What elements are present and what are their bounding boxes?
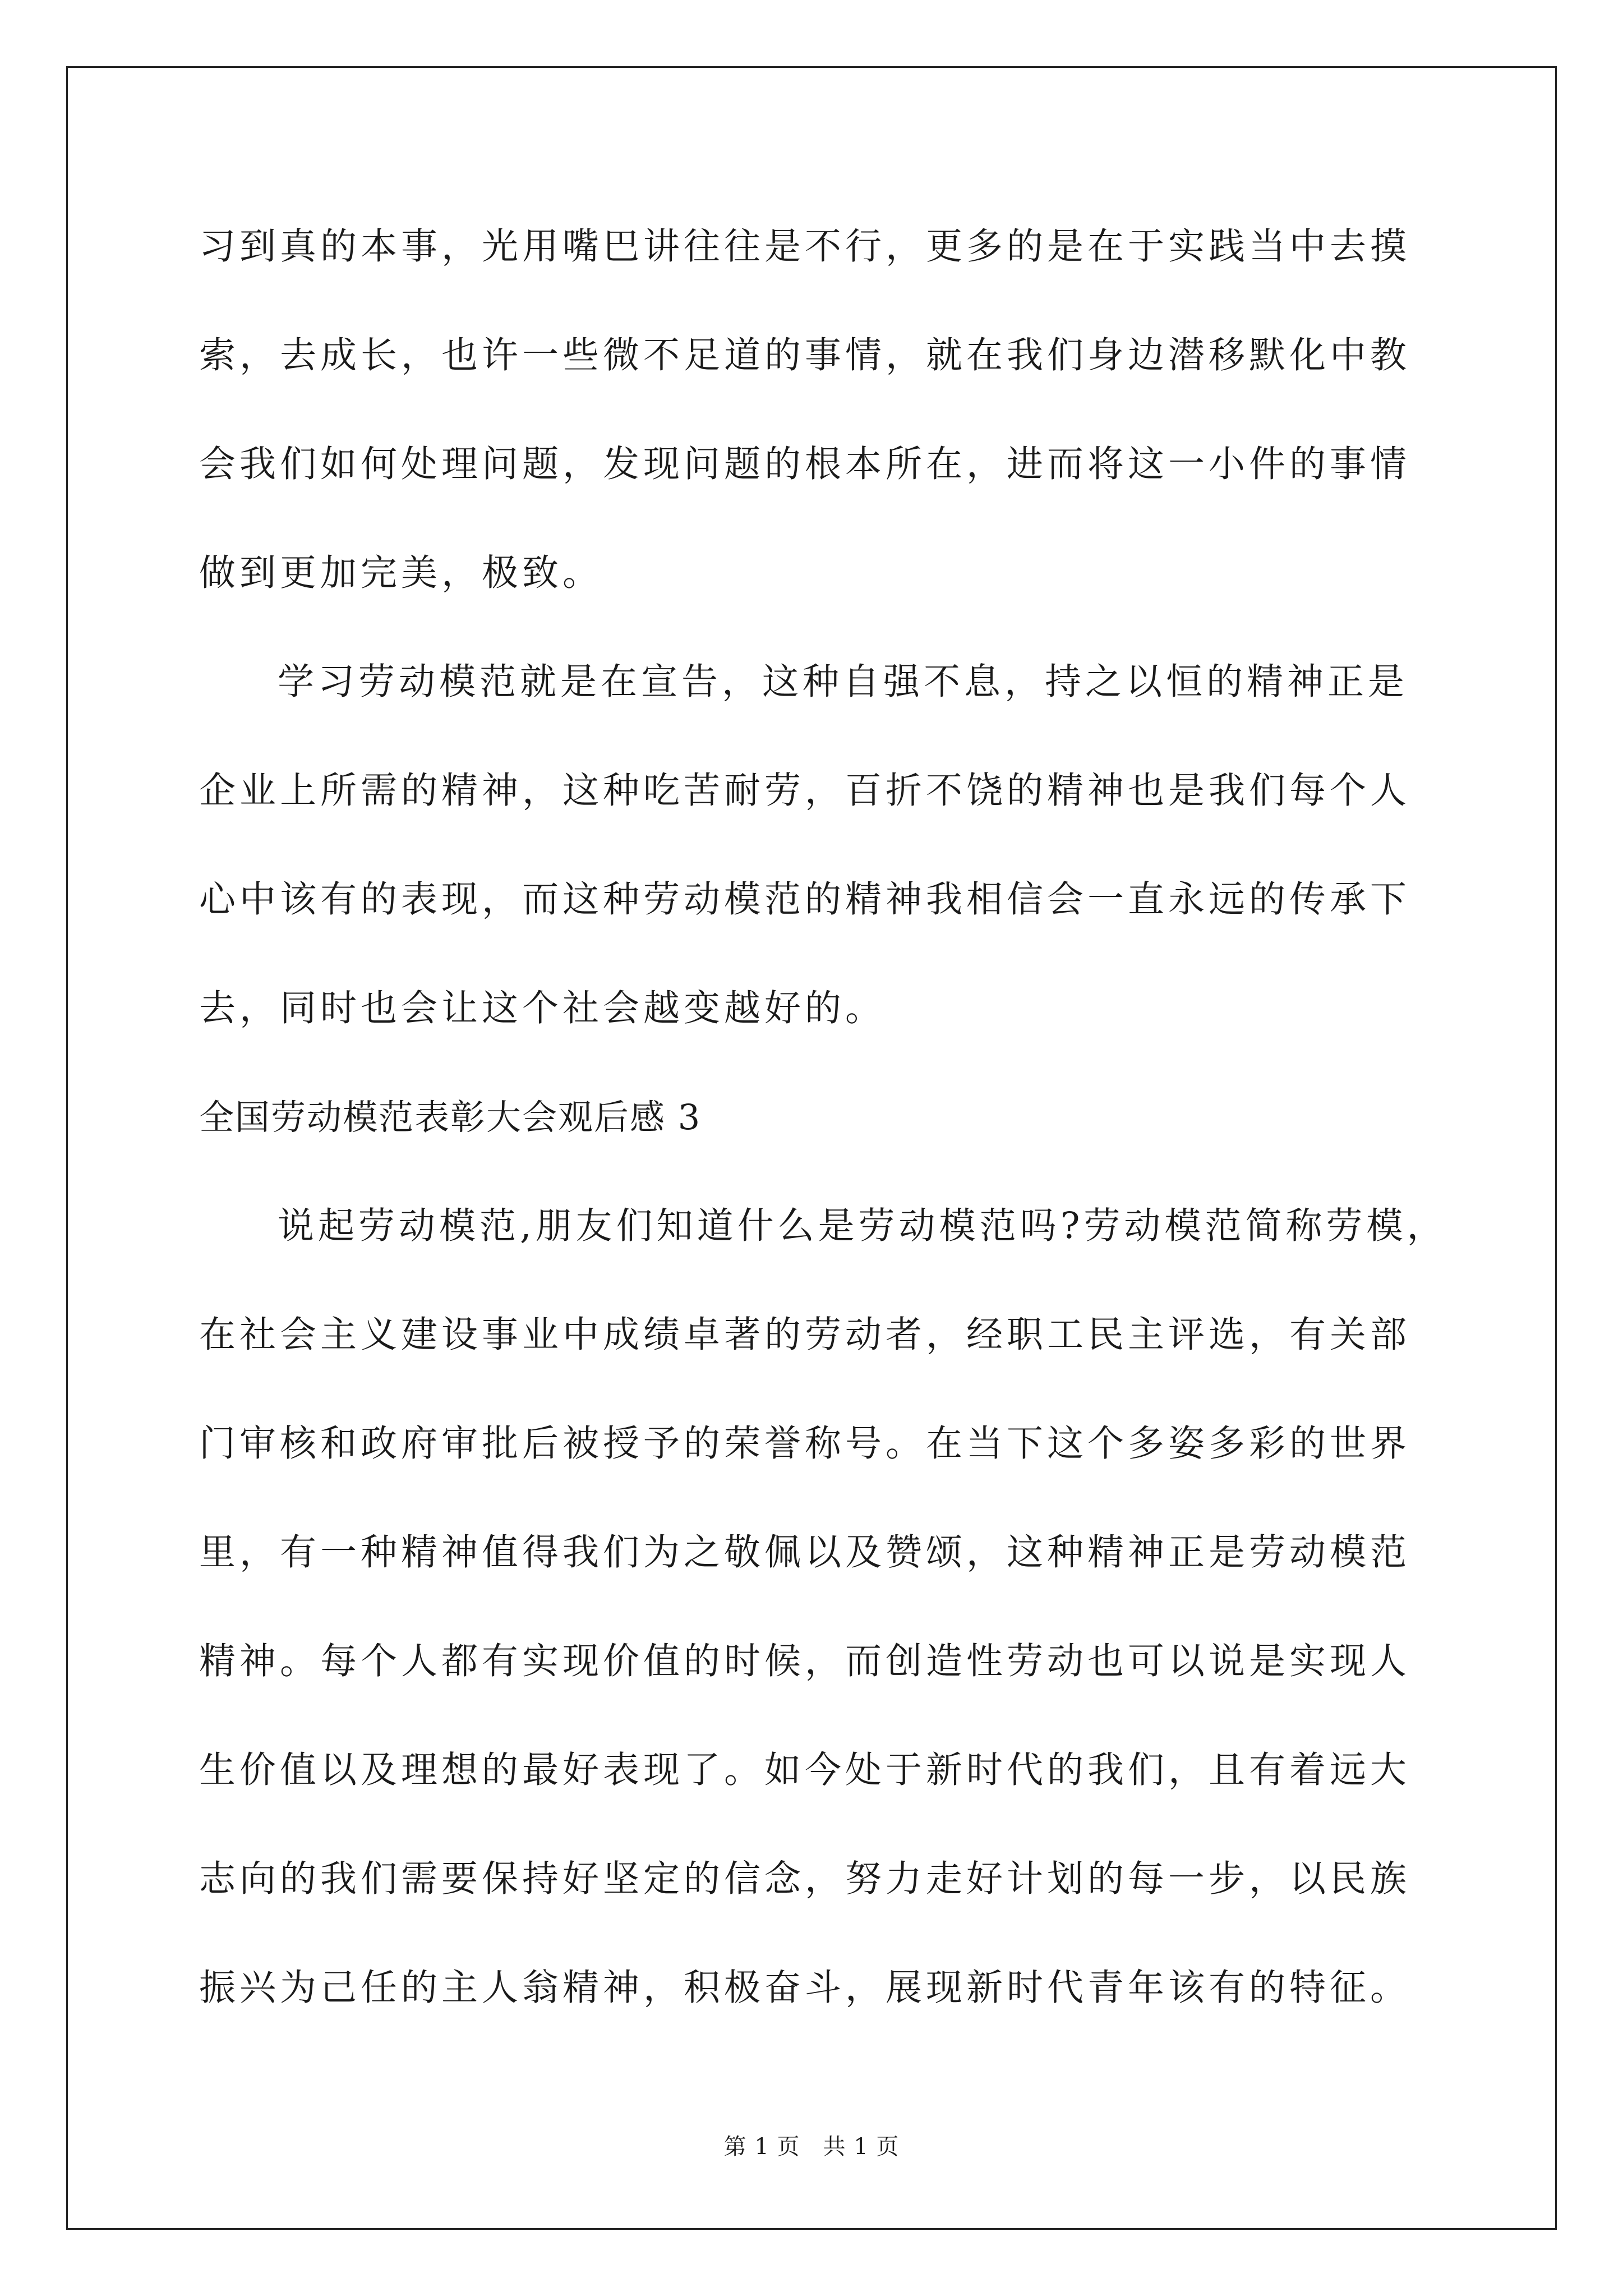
document-body xyxy=(199,219,1447,2069)
text-line: 精神。每个人都有实现价值的时候，而创造性劳动也可以说是实现人 xyxy=(199,1640,1411,1682)
section-heading: 全国劳动模范表彰大会观后感 3 xyxy=(199,1097,702,1138)
text-line: 振兴为己任的主人翁精神，积极奋斗，展现新时代青年该有的特征。 xyxy=(199,1967,1411,2009)
text-line: 里，有一种精神值得我们为之敬佩以及赞颂，这种精神正是劳动模范 xyxy=(199,1531,1411,1573)
text-line: 索，去成长，也许一些微不足道的事情，就在我们身边潜移默化中教 xyxy=(199,334,1411,376)
text-line: 学习劳动模范就是在宣告，这种自强不息，持之以恒的精神正是 xyxy=(278,661,1409,703)
text-line: 心中该有的表现，而这种劳动模范的精神我相信会一直永远的传承下 xyxy=(199,878,1411,921)
text-line: 做到更加完美，极致。 xyxy=(199,552,603,594)
text-line: 企业上所需的精神，这种吃苦耐劳，百折不饶的精神也是我们每个人 xyxy=(199,770,1411,812)
paragraph-2 xyxy=(199,654,1426,1089)
paragraph-3 xyxy=(199,1198,1447,2069)
text-line: 去，同时也会让这个社会越变越好的。 xyxy=(199,987,886,1029)
text-line: 会我们如何处理问题，发现问题的根本所在，进而将这一小件的事情 xyxy=(199,443,1411,485)
text-line: 说起劳动模范,朋友们知道什么是劳动模范吗?劳动模范简称劳模， xyxy=(278,1205,1447,1247)
text-line: 门审核和政府审批后被授予的荣誉称号。在当下这个多姿多彩的世界 xyxy=(199,1423,1411,1465)
paragraph-continuation xyxy=(199,219,1426,654)
page-number-footer: 第 1 页 共 1 页 xyxy=(723,2134,900,2160)
text-line: 在社会主义建设事业中成绩卓著的劳动者，经职工民主评选，有关部 xyxy=(199,1314,1411,1356)
text-line: 生价值以及理想的最好表现了。如今处于新时代的我们，且有着远大 xyxy=(199,1749,1411,1791)
text-line: 习到真的本事，光用嘴巴讲往往是不行，更多的是在于实践当中去摸 xyxy=(199,226,1411,268)
text-line: 志向的我们需要保持好坚定的信念，努力走好计划的每一步，以民族 xyxy=(199,1858,1411,1900)
